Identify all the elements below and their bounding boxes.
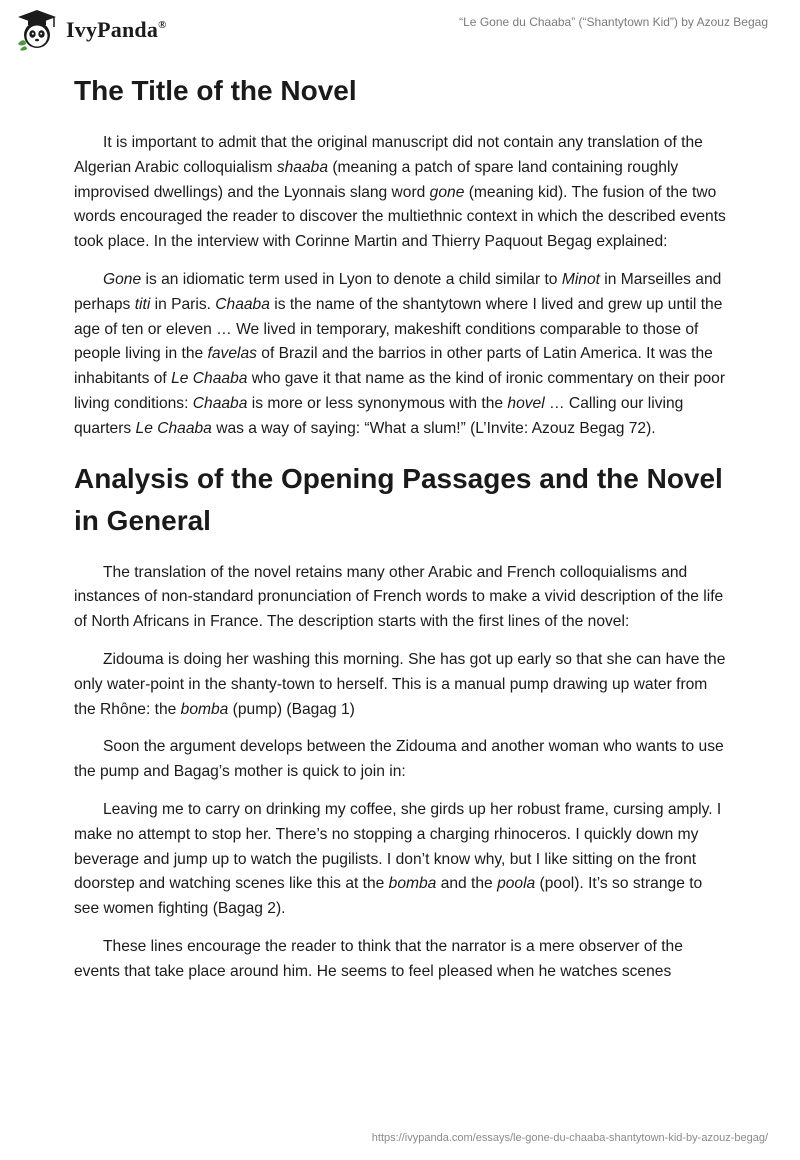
italic-term: bomba bbox=[180, 700, 229, 718]
italic-term: poola bbox=[497, 875, 536, 893]
document-title: “Le Gone du Chaaba” (“Shantytown Kid”) by Azouz Begag bbox=[459, 15, 768, 29]
section-heading: The Title of the Novel bbox=[74, 75, 357, 106]
text-run: and the bbox=[436, 875, 498, 893]
page-header bbox=[0, 0, 800, 60]
text-run: (pool). It’s so strange to see women fighting (Bagag 2). bbox=[74, 875, 703, 918]
essay-content bbox=[74, 70, 726, 985]
text-run: (meaning kid). The fusion of the two words encouraged the reader to discover the multiethnic context in which the described events took place. In the interview with Corinne Martin and Thierry Paquout Begag explained: bbox=[74, 183, 726, 251]
paragraph bbox=[74, 561, 726, 635]
paragraph bbox=[74, 131, 726, 255]
text-run: in Marseilles and perhaps bbox=[74, 270, 722, 313]
text-run: These lines encourage the reader to think that the narrator is a mere observer of the events that take place around him. He seems to feel pleased when he watches scenes bbox=[74, 937, 683, 980]
italic-term: Le Chaaba bbox=[171, 370, 248, 388]
italic-term: bomba bbox=[388, 875, 437, 893]
ivypanda-logo[interactable] bbox=[14, 8, 167, 52]
section-heading: Analysis of the Opening Passages and the Novel in General bbox=[74, 462, 723, 536]
text-run: … Calling our living quarters bbox=[74, 394, 684, 437]
source-url[interactable]: https://ivypanda.com/essays/le-gone-du-chaaba-shantytown-kid-by-azouz-begag/ bbox=[371, 1132, 768, 1144]
text-run: in Paris. bbox=[150, 295, 216, 313]
italic-term: Chaaba bbox=[192, 394, 248, 412]
text-run: The translation of the novel retains many other Arabic and French colloquialisms and instances of non-standard pronunciation of French words to make a vivid description of the life of North Africans in France. The description starts with the first lines of the novel: bbox=[74, 563, 724, 631]
text-run: is more or less synonymous with the bbox=[247, 394, 508, 412]
text-run: Soon the argument develops between the Zidouma and another woman who wants to use the pump and Bagag’s mother is quick to join in: bbox=[74, 738, 724, 781]
text-run: It is important to admit that the original manuscript did not contain any translation of the Algerian Arabic colloquialism bbox=[74, 134, 703, 176]
italic-term: gone bbox=[429, 183, 465, 201]
italic-term: shaaba bbox=[276, 158, 328, 176]
block-quote bbox=[74, 268, 726, 442]
text-run: Zidouma is doing her washing this morning. She has got up early so that she can have the only water-point in the shanty-town to herself. This is a manual pump drawing up water from the Rhône: the bbox=[74, 650, 726, 718]
block-quote bbox=[74, 648, 726, 722]
paragraph bbox=[74, 935, 726, 985]
block-quote bbox=[74, 798, 726, 922]
italic-term: Gone bbox=[103, 270, 142, 288]
text-run: (meaning a patch of spare land containing roughly improvised dwellings) and the Lyonnais slang word bbox=[74, 158, 679, 201]
text-run: who gave it that name as the kind of ironic commentary on their poor living conditions: bbox=[74, 370, 726, 412]
text-run: Leaving me to carry on drinking my coffee, she girds up her robust frame, cursing amply. I make no attempt to stop her. There’s no stopping a charging rhinoceros. I quickly down my beverage and jump up to watch the pugilists. I don’t know why, but I like sitting on the front doorstep and watching scenes like this at the bbox=[74, 800, 722, 893]
italic-term: hovel bbox=[507, 394, 545, 412]
italic-term: titi bbox=[134, 295, 151, 313]
brand-name: IvyPanda® bbox=[66, 17, 167, 42]
italic-term: Minot bbox=[561, 270, 600, 288]
text-run: (pump) (Bagag 1) bbox=[228, 700, 355, 718]
text-run: is an idiomatic term used in Lyon to denote a child similar to bbox=[141, 270, 562, 288]
panda-graduate-icon bbox=[14, 8, 60, 52]
text-run: of Brazil and the barrios in other parts of Latin America. It was the inhabitants of bbox=[74, 345, 713, 388]
italic-term: favelas bbox=[207, 345, 257, 363]
italic-term: Chaaba bbox=[215, 295, 270, 313]
italic-term: Le Chaaba bbox=[135, 419, 212, 437]
text-run: is the name of the shantytown where I lived and grew up until the age of ten or eleven … We lived in temporary, makeshift conditions comparable to those of people living in the bbox=[74, 295, 723, 363]
paragraph bbox=[74, 735, 726, 785]
text-run: was a way of saying: “What a slum!” (L’Invite: Azouz Begag 72). bbox=[211, 419, 656, 437]
